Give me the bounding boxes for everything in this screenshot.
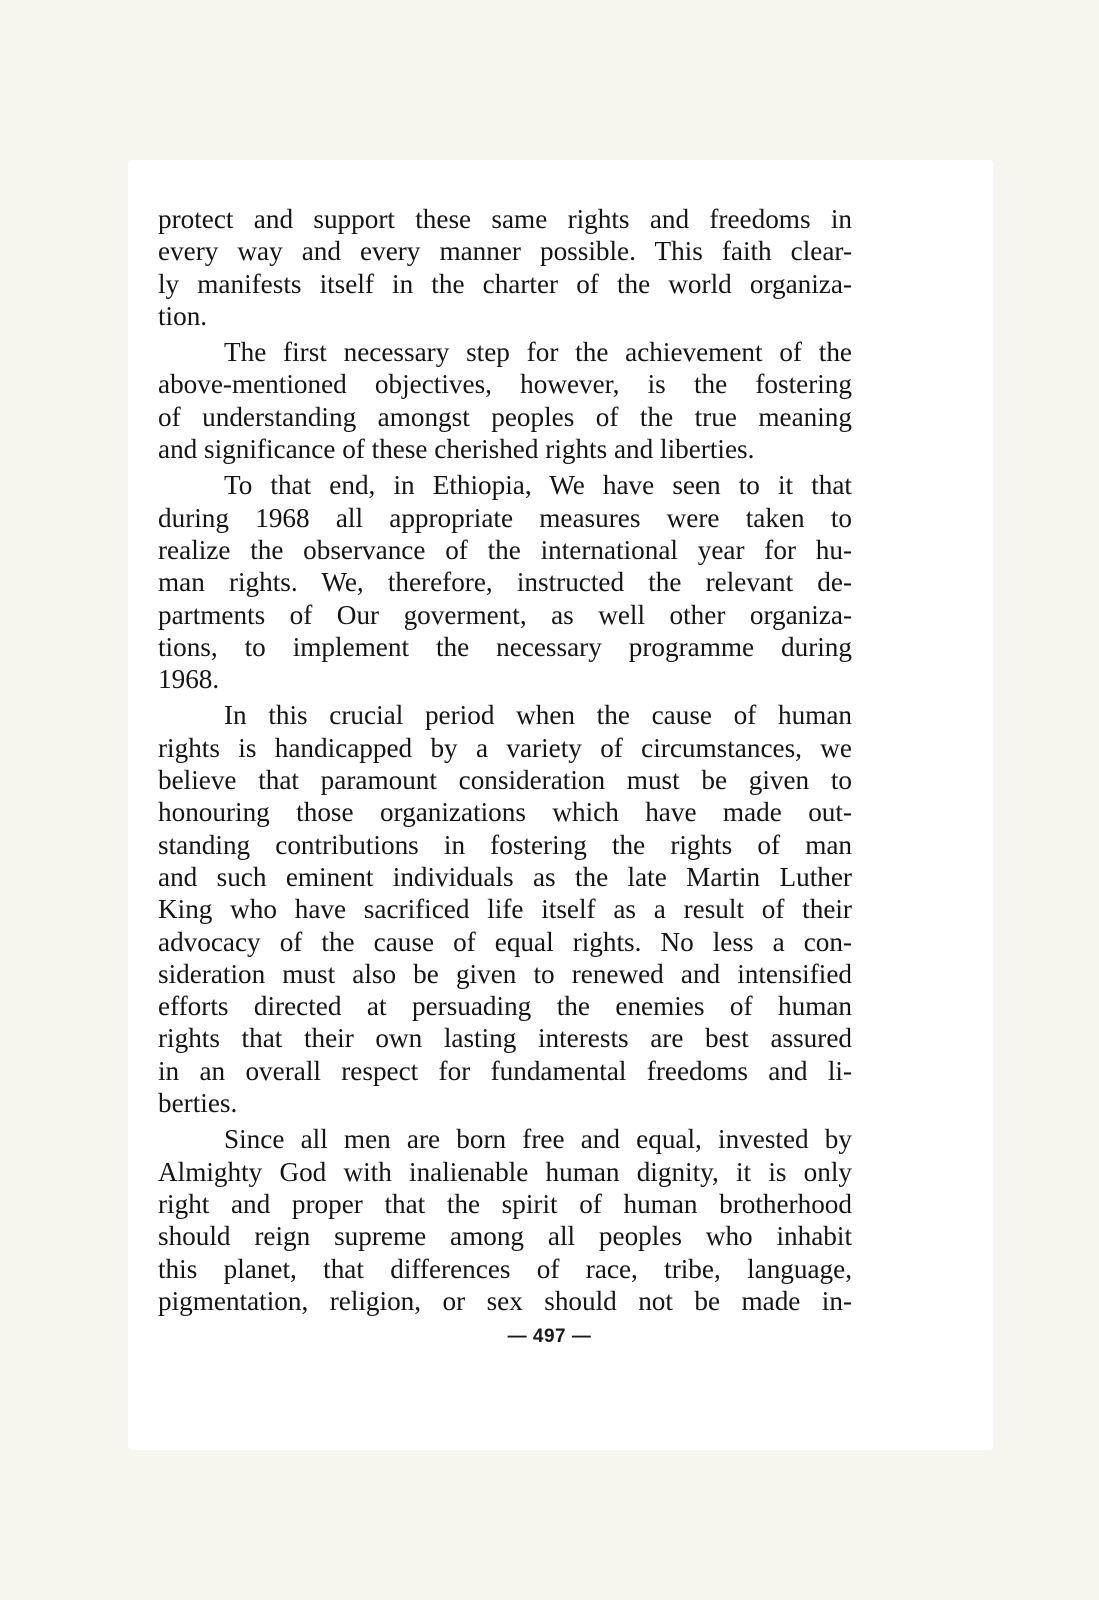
paragraph [158, 336, 852, 465]
text-line: should reign supreme among all peoples who inhabit [158, 1221, 852, 1252]
text-line: efforts directed at persuading the enemies of human [158, 991, 852, 1022]
text-line: standing contributions in fostering the rights of man [158, 829, 852, 860]
paragraph [158, 1123, 852, 1317]
paragraph [158, 699, 852, 1119]
text-line: 1968. [158, 664, 220, 695]
text-line: tion. [158, 300, 208, 331]
scan-paper-edge [128, 1140, 158, 1440]
text-line: sideration must also be given to renewed and intensified [158, 958, 852, 989]
text-line: berties. [158, 1088, 238, 1119]
text-line: tions, to implement the necessary programme during [158, 631, 852, 662]
text-line: this planet, that differences of race, tribe, language, [158, 1253, 852, 1284]
text-line: and significance of these cherished rights and liberties. [158, 434, 755, 465]
text-line: in an overall respect for fundamental freedoms and li- [158, 1055, 852, 1086]
text-line: To that end, in Ethiopia, We have seen to it that [224, 470, 852, 501]
body-text [158, 203, 852, 1317]
text-line: man rights. We, therefore, instructed the relevant de- [158, 567, 852, 598]
text-line: Since all men are born free and equal, invested by [224, 1124, 852, 1155]
text-line: ly manifests itself in the charter of the world organiza- [158, 268, 852, 299]
text-line: protect and support these same rights and freedoms in [158, 204, 852, 234]
text-line: every way and every manner possible. This faith clear- [158, 236, 852, 267]
text-line: advocacy of the cause of equal rights. No less a con- [158, 926, 852, 957]
paragraph [158, 469, 852, 695]
text-line: realize the observance of the international year for hu- [158, 534, 852, 565]
text-line: above-mentioned objectives, however, is the fostering [158, 369, 852, 400]
text-line: pigmentation, religion, or sex should not be made in- [158, 1285, 852, 1316]
text-line: rights is handicapped by a variety of circumstances, we [158, 732, 852, 763]
text-line: honouring those organizations which have made out- [158, 797, 852, 828]
text-line: believe that paramount consideration must be given to [158, 765, 852, 796]
text-line: during 1968 all appropriate measures were taken to [158, 502, 852, 533]
text-line: Almighty God with inalienable human dignity, it is only [158, 1156, 852, 1187]
text-line: of understanding amongst peoples of the true meaning [158, 401, 852, 432]
text-line: In this crucial period when the cause of human [224, 700, 852, 731]
text-line: partments of Our goverment, as well other organiza- [158, 599, 852, 630]
text-line: right and proper that the spirit of human brotherhood [158, 1188, 852, 1219]
text-line: rights that their own lasting interests are best assured [158, 1023, 852, 1054]
page-number: — 497 — [507, 1326, 592, 1347]
text-line: The first necessary step for the achievement of the [224, 337, 852, 368]
text-line: and such eminent individuals as the late Martin Luther [158, 861, 852, 892]
paragraph [158, 203, 852, 332]
text-line: King who have sacrificed life itself as a result of their [158, 894, 852, 925]
